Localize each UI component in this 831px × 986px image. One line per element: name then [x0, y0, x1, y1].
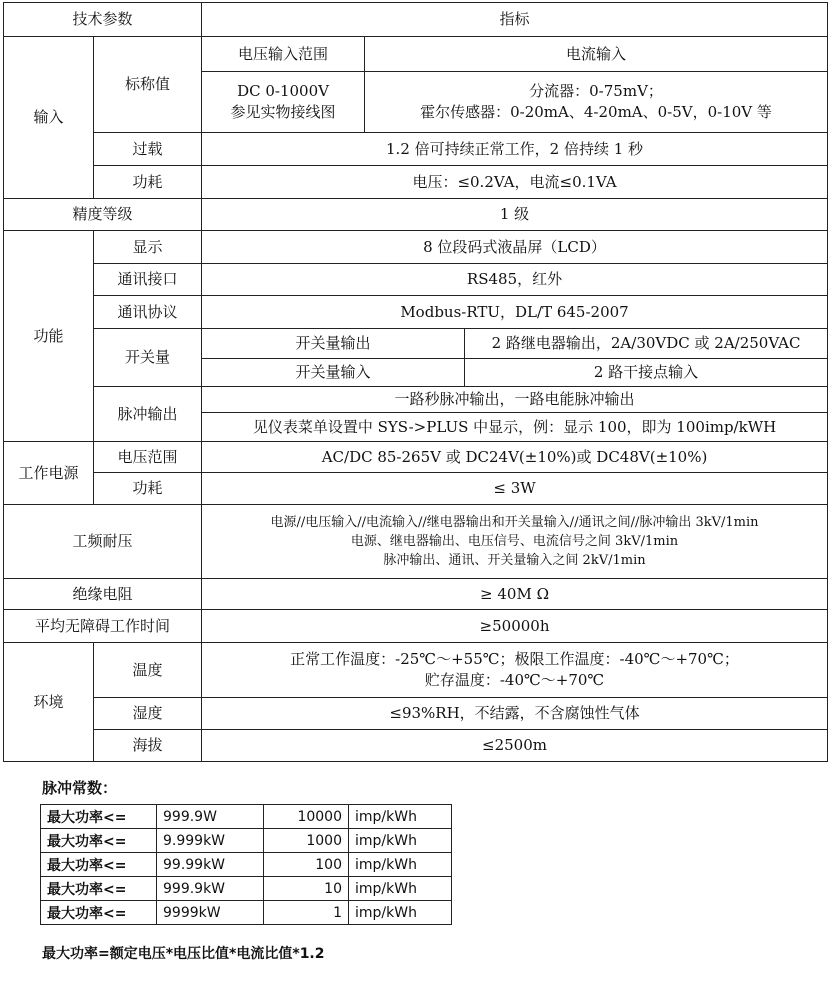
supply-consumption-label: 功耗: [94, 473, 202, 505]
max-power-label: 最大功率<=: [41, 901, 157, 925]
accuracy-value: 1 级: [202, 199, 828, 231]
pulse-output-label: 脉冲输出: [94, 387, 202, 442]
max-power-label: 最大功率<=: [41, 805, 157, 829]
pulse-unit: imp/kWh: [349, 853, 452, 877]
insulation-value: ≥ 40M Ω: [202, 579, 828, 610]
temperature-value: 正常工作温度：-25℃～+55℃；极限工作温度：-40℃～+70℃； 贮存温度：-40℃～+70℃: [202, 643, 828, 698]
header-param: 技术参数: [4, 3, 202, 37]
comm-protocol-label: 通讯协议: [94, 296, 202, 329]
max-power-value: 999.9kW: [157, 877, 264, 901]
header-spec: 指标: [202, 3, 828, 37]
voltage-range-label: 电压输入范围: [202, 37, 365, 72]
accuracy-label: 精度等级: [4, 199, 202, 231]
mtbf-value: ≥50000h: [202, 610, 828, 643]
input-label: 输入: [4, 37, 94, 199]
max-power-value: 9.999kW: [157, 829, 264, 853]
pulse-output-value-1: 一路秒脉冲输出，一路电能脉冲输出: [202, 387, 828, 413]
humidity-value: ≤93%RH，不结露，不含腐蚀性气体: [202, 698, 828, 730]
max-power-value: 999.9W: [157, 805, 264, 829]
max-power-label: 最大功率<=: [41, 877, 157, 901]
pulse-constant-row: [41, 829, 452, 853]
insulation-label: 绝缘电阻: [4, 579, 202, 610]
pulse-constant-row: [41, 853, 452, 877]
power-supply-label: 工作电源: [4, 442, 94, 505]
pulse-constant-title: 脉冲常数：: [42, 779, 118, 797]
pulse-constant-row: [41, 877, 452, 901]
max-power-formula: 最大功率=额定电压*电压比值*电流比值*1.2: [42, 946, 325, 962]
spec-table: [3, 2, 828, 762]
max-power-label: 最大功率<=: [41, 829, 157, 853]
supply-range-label: 电压范围: [94, 442, 202, 473]
input-power-value: 电压：≤0.2VA，电流≤0.1VA: [202, 166, 828, 199]
switch-output-value: 2 路继电器输出，2A/30VDC 或 2A/250VAC: [465, 329, 828, 359]
pulse-constant-row: [41, 805, 452, 829]
max-power-label: 最大功率<=: [41, 853, 157, 877]
pulse-constant-value: 1: [264, 901, 349, 925]
switch-label: 开关量: [94, 329, 202, 387]
pulse-unit: imp/kWh: [349, 901, 452, 925]
switch-input-value: 2 路干接点输入: [465, 359, 828, 387]
current-input-value: 分流器：0-75mV； 霍尔传感器：0-20mA、4-20mA、0-5V，0-10V 等: [365, 72, 828, 133]
voltage-range-value: DC 0-1000V 参见实物接线图: [202, 72, 365, 133]
supply-consumption-value: ≤ 3W: [202, 473, 828, 505]
overload-label: 过载: [94, 133, 202, 166]
pulse-constant-table: [40, 804, 452, 925]
pulse-constant-value: 100: [264, 853, 349, 877]
environment-label: 环境: [4, 643, 94, 762]
switch-input-label: 开关量输入: [202, 359, 465, 387]
pulse-constant-row: [41, 901, 452, 925]
pulse-constant-value: 10000: [264, 805, 349, 829]
pulse-unit: imp/kWh: [349, 877, 452, 901]
input-power-label: 功耗: [94, 166, 202, 199]
overload-value: 1.2 倍可持续正常工作，2 倍持续 1 秒: [202, 133, 828, 166]
current-input-label: 电流输入: [365, 37, 828, 72]
max-power-value: 9999kW: [157, 901, 264, 925]
pulse-constant-value: 1000: [264, 829, 349, 853]
altitude-value: ≤2500m: [202, 730, 828, 762]
withstand-value: 电源//电压输入//电流输入//继电器输出和开关量输入//通讯之间//脉冲输出 3kV/1min 电源、继电器输出、电压信号、电流信号之间 3kV/1min 脉冲输出、通讯、开关量输入之间 2kV/1min: [202, 505, 828, 579]
altitude-label: 海拔: [94, 730, 202, 762]
switch-output-label: 开关量输出: [202, 329, 465, 359]
comm-interface-value: RS485，红外: [202, 264, 828, 296]
temperature-label: 温度: [94, 643, 202, 698]
pulse-unit: imp/kWh: [349, 829, 452, 853]
max-power-value: 99.99kW: [157, 853, 264, 877]
pulse-constant-value: 10: [264, 877, 349, 901]
humidity-label: 湿度: [94, 698, 202, 730]
display-value: 8 位段码式液晶屏（LCD）: [202, 231, 828, 264]
nominal-label: 标称值: [94, 37, 202, 133]
pulse-unit: imp/kWh: [349, 805, 452, 829]
mtbf-label: 平均无障碍工作时间: [4, 610, 202, 643]
comm-protocol-value: Modbus-RTU，DL/T 645-2007: [202, 296, 828, 329]
supply-range-value: AC/DC 85-265V 或 DC24V(±10%)或 DC48V(±10%): [202, 442, 828, 473]
withstand-label: 工频耐压: [4, 505, 202, 579]
comm-interface-label: 通讯接口: [94, 264, 202, 296]
pulse-output-value-2: 见仪表菜单设置中 SYS->PLUS 中显示，例：显示 100，即为 100imp/kWH: [202, 413, 828, 442]
display-label: 显示: [94, 231, 202, 264]
function-label: 功能: [4, 231, 94, 442]
